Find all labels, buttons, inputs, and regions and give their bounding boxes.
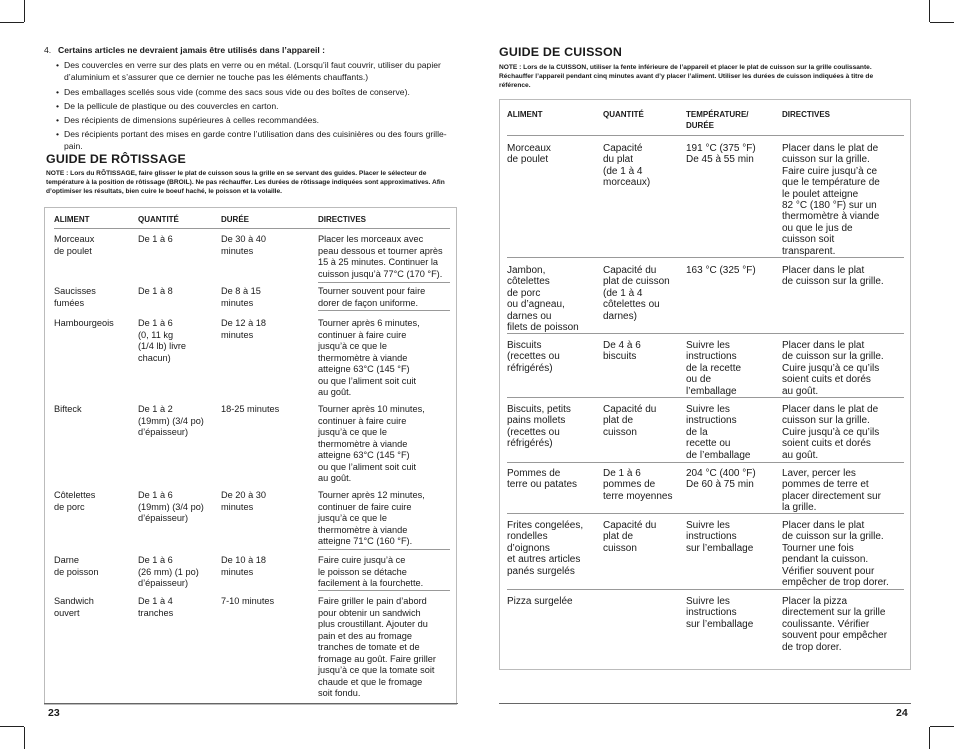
cell-directives: Tourner après 10 minutes, continuer à faire cuire jusqu’à ce que le thermomètre à viande atteigne 63°C (145 °F) ou que l’aliment soit cuit au goût. xyxy=(318,404,425,483)
cell-aliment: Pizza surgelée xyxy=(507,596,573,607)
cell-directives: Placer les morceaux avec peau dessous et tourner après 15 à 25 minutes. Continuer la cuisson jusqu’à 77°C (170 °F). xyxy=(318,234,443,279)
cell-directives: Faire griller le pain d’abord pour obtenir un sandwich plus croustillant. Ajouter du pain et des au fromage tranches de tomate et de fromage au goût. Faire griller jusqu’à ce que la tomate soit chaude et que le fromage soit fondu. xyxy=(318,596,436,698)
crop-mark xyxy=(24,0,25,22)
divider xyxy=(318,590,450,591)
section-title: GUIDE DE CUISSON xyxy=(499,45,622,59)
cell-duree: 7-10 minutes xyxy=(221,596,275,606)
cell-aliment: Côtelettes de porc xyxy=(54,490,96,512)
warning-bullet: • De la pellicule de plastique ou des couvercles en carton. xyxy=(44,100,458,112)
col-header: ALIMENT xyxy=(507,110,543,119)
cell-directives: Placer dans le plat de cuisson sur la grille. Tourner une fois pendant la cuisson. Vérifier souvent pour empêcher de trop dorer. xyxy=(782,520,889,589)
cell-duree: De 12 à 18 minutes xyxy=(221,318,266,340)
cell-duree: 18-25 minutes xyxy=(221,404,280,414)
cell-quantite: De 1 à 8 xyxy=(138,286,173,296)
cell-temperature: Suivre les instructions de la recette ou de l’emballage xyxy=(686,340,742,397)
cell-quantite: De 1 à 6 (19mm) (3/4 po) d’épaisseur) xyxy=(138,490,204,523)
cell-quantite: Capacité du plat de cuisson xyxy=(603,404,657,438)
crop-mark xyxy=(0,726,24,727)
cell-directives: Placer dans le plat de cuisson sur la grille. Faire cuire jusqu’à ce que le température de le poulet atteigne 82 °C (180 °F) sur un thermomètre à viande ou que le jus de cuisson soit transparent. xyxy=(782,143,880,257)
cell-duree: De 20 à 30 minutes xyxy=(221,490,266,512)
cell-temperature: 191 °C (375 °F) De 45 à 55 min xyxy=(686,143,756,166)
cell-quantite: De 1 à 4 tranches xyxy=(138,596,174,618)
col-header: ALIMENT xyxy=(54,215,90,224)
divider xyxy=(507,513,904,514)
section-title: GUIDE DE RÔTISSAGE xyxy=(46,152,186,166)
page-number: 24 xyxy=(896,707,908,719)
cell-quantite: De 1 à 6 xyxy=(138,234,173,244)
cell-quantite: De 1 à 6 (26 mm) (1 po) d’épaisseur) xyxy=(138,555,199,588)
divider xyxy=(507,257,904,258)
cell-aliment: Frites congelées, rondelles d’oignons et autres articles panés surgelés xyxy=(507,520,584,577)
cell-aliment: Saucisses fumées xyxy=(54,286,96,308)
page-number: 23 xyxy=(48,707,60,719)
divider xyxy=(507,135,904,136)
crop-mark xyxy=(24,727,25,749)
crop-mark xyxy=(929,727,930,749)
col-header: TEMPÉRATURE/ DURÉE xyxy=(686,110,749,130)
cell-aliment: Morceaux de poulet xyxy=(507,143,551,166)
cell-aliment: Sandwich ouvert xyxy=(54,596,94,618)
section-note: NOTE : Lors du RÔTISSAGE, faire glisser le plat de cuisson sous la grille en se servant des guides. Placer le sélecteur de température à la position de rôtissage (BROIL). Ne pas réchauffer. Les durées de rôtissage indiquées sont approximatives. Afin d’optimiser les résultats, bien cuire le boeuf haché, le poisson et la volaille. xyxy=(46,170,445,196)
section-note: NOTE : Lors de la CUISSON, utiliser la fente inférieure de l’appareil et placer le plat de cuisson sur la grille coulissante. Réchauffer l’appareil pendant cinq minutes avant d’y placer l’aliment. Utiliser les durées de cuisson indiquées à titre de référence. xyxy=(499,64,874,90)
crop-mark xyxy=(930,726,954,727)
cell-quantite: Capacité du plat de cuisson (de 1 à 4 côtelettes ou darnes) xyxy=(603,265,670,322)
cell-duree: De 10 à 18 minutes xyxy=(221,555,266,577)
crop-mark xyxy=(0,22,24,23)
col-header: DURÉE xyxy=(221,215,250,224)
cell-directives: Placer la pizza directement sur la grille coulissante. Vérifier souvent pour empêcher de trop dorer. xyxy=(782,596,888,653)
cell-quantite: De 1 à 6 (0, 11 kg (1/4 lb) livre chacun) xyxy=(138,318,186,363)
warning-bullet: • Des couvercles en verre sur des plats en verre ou en métal. (Lorsqu’il faut couvrir, utiliser du papier d’aluminium et s’assurer que ce dernier ne touche pas les éléments chauffants.) xyxy=(44,59,458,83)
warning-bullet: • Des récipients de dimensions supérieures à celles recommandées. xyxy=(44,114,458,126)
cell-duree: De 30 à 40 minutes xyxy=(221,234,266,256)
cell-aliment: Biscuits, petits pains mollets (recettes ou réfrigérés) xyxy=(507,404,571,450)
col-header: DIRECTIVES xyxy=(318,215,367,224)
roasting-table xyxy=(44,207,457,705)
footer-rule xyxy=(44,703,458,704)
cell-directives: Placer dans le plat de cuisson sur la grille. xyxy=(782,265,884,288)
cooking-table xyxy=(499,99,911,670)
divider xyxy=(318,549,450,550)
divider xyxy=(507,462,904,463)
divider xyxy=(54,228,450,229)
col-header: DIRECTIVES xyxy=(782,110,831,119)
cell-aliment: Morceaux de poulet xyxy=(54,234,95,256)
divider xyxy=(507,589,904,590)
cell-aliment: Darne de poisson xyxy=(54,555,99,577)
cell-directives: Tourner après 6 minutes, continuer à faire cuire jusqu’à ce que le thermomètre à viande atteigne 63°C (145 °F) ou que l’aliment soit cuit au goût. xyxy=(318,318,420,397)
warning-heading xyxy=(44,44,458,56)
cell-aliment: Jambon, côtelettes de porc ou d’agneau, darnes ou filets de poisson xyxy=(507,265,579,334)
footer-rule xyxy=(499,703,911,704)
cell-aliment: Biscuits (recettes ou réfrigérés) xyxy=(507,340,560,374)
divider xyxy=(507,397,904,398)
warning-list xyxy=(44,44,458,153)
cell-temperature: 204 °C (400 °F) De 60 à 75 min xyxy=(686,468,756,491)
col-header: QUANTITÉ xyxy=(138,215,179,224)
cell-directives: Laver, percer les pommes de terre et placer directement sur la grille. xyxy=(782,468,881,514)
cell-temperature: 163 °C (325 °F) xyxy=(686,265,756,276)
cell-directives: Tourner souvent pour faire dorer de façon uniforme. xyxy=(318,286,426,308)
divider xyxy=(318,282,450,283)
cell-aliment: Pommes de terre ou patates xyxy=(507,468,578,491)
cell-temperature: Suivre les instructions de la recette ou de l’emballage xyxy=(686,404,751,461)
cell-quantite: De 1 à 2 (19mm) (3/4 po) d’épaisseur) xyxy=(138,404,204,437)
divider xyxy=(507,333,904,334)
item-number: 4. xyxy=(44,45,52,55)
col-header: QUANTITÉ xyxy=(603,110,644,119)
warning-bullet: • Des emballages scellés sous vide (comme des sacs sous vide ou des boîtes de conserve). xyxy=(44,86,458,98)
cell-aliment: Bifteck xyxy=(54,404,82,414)
cell-quantite: Capacité du plat de cuisson xyxy=(603,520,657,554)
cell-directives: Placer dans le plat de cuisson sur la grille. Cuire jusqu’à ce qu’ils soient cuits et dorés au goût. xyxy=(782,404,880,461)
warning-heading-text: Certains articles ne devraient jamais être utilisés dans l’appareil : xyxy=(58,45,325,55)
cell-duree: De 8 à 15 minutes xyxy=(221,286,261,308)
crop-mark xyxy=(930,22,954,23)
cell-temperature: Suivre les instructions sur l’emballage xyxy=(686,596,754,630)
cell-directives: Placer dans le plat de cuisson sur la grille. Cuire jusqu’à ce qu’ils soient cuits et dorés au goût. xyxy=(782,340,884,397)
cell-temperature: Suivre les instructions sur l’emballage xyxy=(686,520,754,554)
divider xyxy=(318,310,450,311)
warning-bullet: • Des récipients portant des mises en garde contre l’utilisation dans des cuisinières ou des fours grille-pain. xyxy=(44,128,458,152)
cell-aliment: Hambourgeois xyxy=(54,318,114,328)
cell-directives: Tourner après 12 minutes, continuer de faire cuire jusqu’à ce que le thermomètre à viande atteigne 71°C (160 °F). xyxy=(318,490,425,546)
cell-quantite: De 1 à 6 pommes de terre moyennes xyxy=(603,468,673,502)
cell-quantite: De 4 à 6 biscuits xyxy=(603,340,641,363)
crop-mark xyxy=(929,0,930,22)
cell-quantite: Capacité du plat (de 1 à 4 morceaux) xyxy=(603,143,651,189)
cell-directives: Faire cuire jusqu’à ce le poisson se détache facilement à la fourchette. xyxy=(318,555,424,588)
